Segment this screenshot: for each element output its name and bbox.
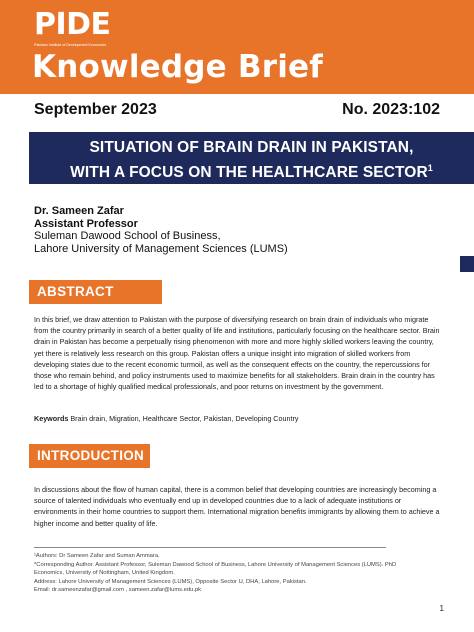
footnote-divider (34, 547, 386, 548)
keywords-list: Brain drain, Migration, Healthcare Sector, Pakistan, Developing Country (68, 414, 299, 423)
header-band (0, 0, 474, 94)
introduction-text: In discussions about the flow of human capital, there is a common belief that developing countries are increasingly becoming a source of talented individuals who eventually end up in developed countries due to a lack of adequate institutions or environments in their home countries to support them. International migration benefits immigrants by allowing them to achieve a higher income and better quality of life. (34, 485, 440, 528)
side-tab-marker (460, 256, 474, 272)
abstract-heading: ABSTRACT (29, 280, 162, 304)
footnote-email[interactable]: Email: dr.sameenzafar@gmail.com , sameen.zafar@lums.edu.pk (34, 587, 202, 594)
keywords-line (34, 413, 444, 424)
title-footnote-mark: 1 (427, 163, 433, 173)
article-title-line1: SITUATION OF BRAIN DRAIN IN PAKISTAN, (89, 139, 414, 156)
author-name: Dr. Sameen Zafar (34, 205, 124, 217)
introduction-heading: INTRODUCTION (29, 444, 150, 468)
page-number: 1 (439, 604, 444, 613)
author-block (34, 205, 288, 255)
footnote-authors: ¹Authors: Dr Sameen Zafar and Suman Ammara. (34, 553, 160, 559)
footnote-address: Address: Lahore University of Management Sciences (LUMS), Opposite Sector U, DHA, Lahore, Pakistan. (34, 578, 307, 585)
author-university: Lahore University of Management Sciences (LUMS) (34, 242, 288, 255)
publication-date: September 2023 (34, 101, 157, 118)
author-role: Assistant Professor (34, 217, 138, 230)
author-school: Suleman Dawood School of Business, (34, 230, 221, 242)
footnotes (34, 552, 406, 595)
footnote-corresponding: *Corresponding Author. Assistant Professor, Suleman Dawood School of Business, Lahore University of Management Sciences (LUMS). PhD Economics, University of Nottingham, United Kingdom. (34, 561, 397, 577)
issue-number: No. 2023:102 (342, 101, 440, 118)
article-title-banner (29, 132, 474, 184)
logo-subtitle: Pakistan Institute of Development Economics (34, 43, 107, 47)
publication-title: Knowledge Brief (32, 49, 323, 85)
article-title-line2: WITH A FOCUS ON THE HEALTHCARE SECTOR$^1$ (70, 163, 433, 182)
keywords-label: Keywords (34, 414, 69, 423)
abstract-text: In this brief, we draw attention to Pakistan with the purpose of diversifying research on brain drain of individuals who migrate from the country primarily in search of a better quality of life and institutions, particularly focusing on the healthcare sector. Brain drain in Pakistan has become a perpetually rising phenomenon with more and more highly skilled workers leaving the country, yet there is relatively less research on this group. Pakistan offers a unique insight into migration of skilled workers from developing states due to the recent economic turmoil, as well as the consequent effects on the country, the repercussions for those who remain behind, and policy instruments used to maximize benefits for all stakeholders. Brain drain in the country has led to a shortage of highly qualified medical professionals, and poor returns on investment by the government. (34, 315, 440, 392)
pide-logo: PIDE (34, 7, 111, 42)
